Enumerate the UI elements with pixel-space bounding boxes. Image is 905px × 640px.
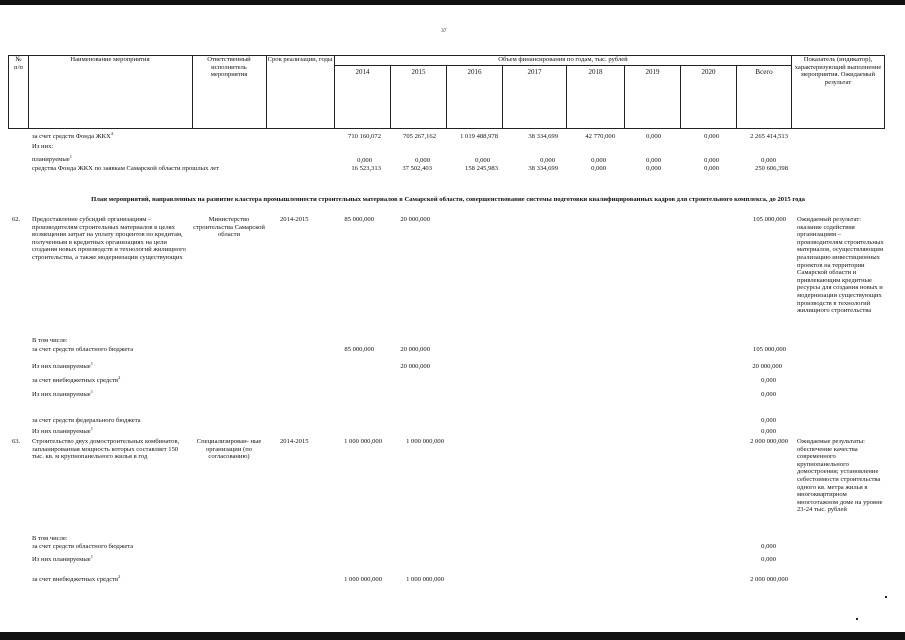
value-cell: 0,000 [646, 165, 661, 172]
value-cell: 0,000 [761, 377, 776, 384]
row-label: В том числе: [32, 535, 68, 542]
value-cell: 0,000 [761, 428, 776, 435]
row-label: В том числе: [32, 337, 68, 344]
item-number: 63. [12, 438, 21, 445]
item-name: Строительство двух домостроительных комбинатов, запланированная мощность которых составляет 150 тыс. кв. м крупнопанельного жилья в год [32, 438, 180, 461]
value-cell: 38 334,699 [528, 165, 558, 172]
header-year: 2015 [411, 68, 426, 76]
header-col-responsible: Ответственный исполнитель мероприятия [207, 56, 251, 79]
value-cell: 1 000 000,000 [406, 438, 444, 445]
value-cell: 1 000 000,000 [344, 576, 382, 583]
row-label: за счет средств Фонда ЖКХ$^4$ [32, 130, 114, 140]
value-cell: 1 000 000,000 [344, 438, 382, 445]
value-cell: 0,000 [591, 165, 606, 172]
value-cell: 105 000,000 [753, 216, 786, 223]
row-label: средства Фонда ЖКХ по заявкам Самарской области прошлых лет [32, 165, 220, 172]
value-cell: 85 000,000 [344, 216, 374, 223]
value-cell: 0,000 [475, 157, 490, 164]
row-label: Из них планируемые$^1$ [32, 425, 93, 435]
header-year: 2014 [355, 68, 370, 76]
item-term: 2014-2015 [280, 438, 309, 445]
value-cell: 250 606,398 [755, 165, 788, 172]
value-cell: 0,000 [761, 391, 776, 398]
value-cell: 20 000,000 [752, 363, 782, 370]
row-label: Из них планируемые$^1$ [32, 360, 93, 370]
item-term: 2014-2015 [280, 216, 309, 223]
value-cell: 0,000 [761, 543, 776, 550]
scan-speck [885, 596, 887, 598]
header-year: 2016 [467, 68, 482, 76]
value-cell: 705 267,162 [403, 133, 436, 140]
value-cell: 20 000,000 [400, 363, 430, 370]
value-cell: 20 000,000 [400, 346, 430, 353]
value-cell: 0,000 [591, 157, 606, 164]
value-cell: 0,000 [761, 556, 776, 563]
row-label: планируемые$^1$ [32, 153, 72, 163]
section-title: План мероприятий, направленных на развитие кластера промышленности строительных материалов в Самарской области, совершенствование системы подготовки квалифицированных кадров для строительного комплекса, до 2015 года [91, 196, 805, 203]
value-cell: 0,000 [761, 417, 776, 424]
value-cell: 0,000 [415, 157, 430, 164]
item-responsible: Специализирован- ные организации (по согласованию) [196, 438, 262, 461]
value-cell: 0,000 [761, 157, 776, 164]
value-cell: 0,000 [357, 157, 372, 164]
value-cell: 42 770,000 [585, 133, 615, 140]
header-year-total: Всего [755, 68, 773, 76]
page-number: 37 [441, 28, 447, 34]
header-year: 2017 [527, 68, 542, 76]
value-cell: 2 000 000,000 [750, 438, 788, 445]
item-responsible: Министерство строительства Самарской области [193, 216, 265, 239]
header-col-term: Срок реализации, годы [267, 56, 333, 63]
row-label: за счет средств федерального бюджета [32, 417, 141, 424]
value-cell: 0,000 [646, 133, 661, 140]
scan-speck [856, 618, 858, 620]
item-result: Ожидаемые результаты: обеспечение качества современного крупнопанельного домостроения; установление себестоимости строительства одного кв. метра жилья в многоквартирном многоэтажном доме на уровне 23-24 тыс. рублей [797, 438, 883, 514]
row-label: за счет внебюджетных средств$^2$ [32, 374, 121, 384]
item-number: 62. [12, 216, 21, 223]
value-cell: 2 000 000,000 [750, 576, 788, 583]
header-col-indicator: Показатель (индикатор), характеризующий выполнение мероприятия. Ожидаемый результат [794, 56, 882, 86]
row-label: за счет средств областного бюджета [32, 346, 134, 353]
header-year: 2019 [645, 68, 660, 76]
row-label: Из них: [32, 143, 54, 150]
value-cell: 0,000 [704, 133, 719, 140]
value-cell: 0,000 [646, 157, 661, 164]
value-cell: 1 019 488,978 [460, 133, 498, 140]
value-cell: 1 000 000,000 [406, 576, 444, 583]
value-cell: 37 502,403 [402, 165, 432, 172]
scan-top-border [0, 0, 905, 5]
value-cell: 710 160,072 [348, 133, 381, 140]
header-year: 2020 [701, 68, 716, 76]
value-cell: 0,000 [704, 165, 719, 172]
header-col-number: № п/п [14, 56, 23, 71]
value-cell: 85 000,000 [344, 346, 374, 353]
header-col-name: Наименование мероприятия [70, 56, 150, 63]
row-label: за счет внебюджетных средств$^2$ [32, 573, 121, 583]
header-col-financing: Объем финансирования по годам, тыс. рублей [498, 56, 628, 63]
value-cell: 38 334,699 [528, 133, 558, 140]
value-cell: 20 000,000 [400, 216, 430, 223]
value-cell: 158 245,983 [465, 165, 498, 172]
value-cell: 105 000,000 [753, 346, 786, 353]
scan-bottom-border [0, 632, 905, 640]
item-result: Ожидаемый результат: оказание содействия организациям – производителям строительных материалов, осуществляющим реализацию инвестиционных проектов на территории Самарской области и привлекающим кредитные ресурсы для создания новых и модернизации существующих производств в технологий жилищного строительства [797, 216, 884, 315]
row-label: Из них планируемые$^1$ [32, 388, 93, 398]
row-label: за счет средств областного бюджета [32, 543, 134, 550]
item-name: Предоставление субсидий организациям – производителям строительных материалов в целях возмещения затрат на уплату процентов по кредитам, полученным в кредитных организациях на цели создания новых производств и технологий жилищного строительства, а также модернизации существующих [32, 216, 186, 261]
header-year: 2018 [588, 68, 603, 76]
value-cell: 16 523,313 [351, 165, 381, 172]
value-cell: 2 265 414,513 [750, 133, 788, 140]
row-label: Из них планируемые$^1$ [32, 553, 93, 563]
value-cell: 0,000 [540, 157, 555, 164]
value-cell: 0,000 [704, 157, 719, 164]
